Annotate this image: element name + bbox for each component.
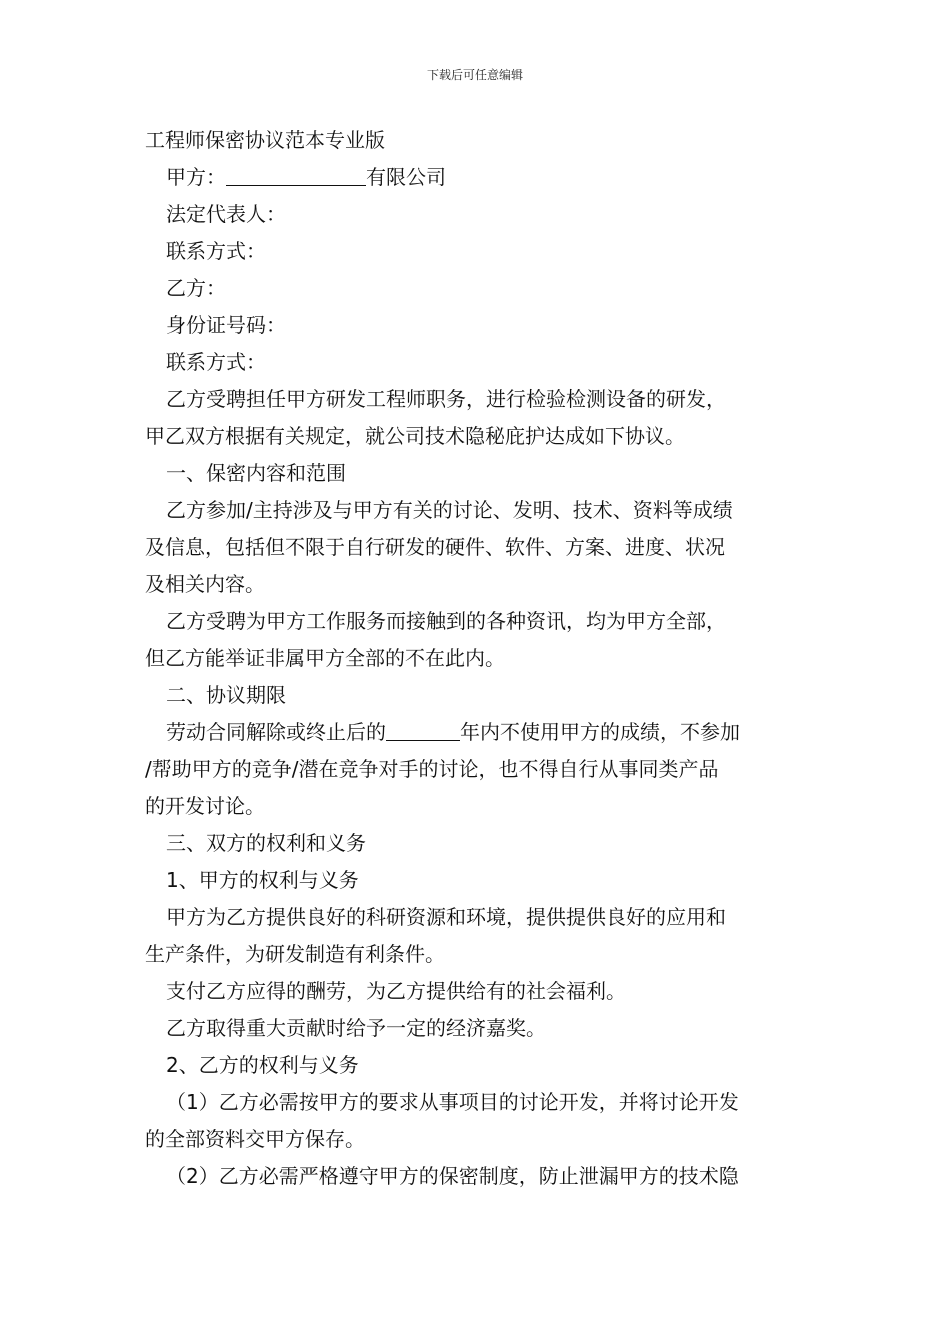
section-3-sub-1-p1-line-2: 生产条件，为研发制造有利条件。: [145, 942, 445, 966]
section-3-heading: 三、双方的权利和义务: [166, 831, 366, 855]
section-3-sub-1-p2: 支付乙方应得的酬劳，为乙方提供给有的社会福利。: [166, 979, 626, 1003]
intro-line-1: 乙方受聘担任甲方研发工程师职务，进行检验检测设备的研发，: [166, 387, 726, 411]
party-a-line: [145, 159, 810, 196]
years-blank: [386, 720, 460, 741]
section-2-p1-prefix: 劳动合同解除或终止后的: [166, 720, 386, 744]
page-header-note: 下载后可任意编辑: [426, 68, 523, 82]
section-2-p1-suffix: 年内不使用甲方的成绩，不参加: [460, 720, 740, 744]
section-1-p1-line-3: 及相关内容。: [145, 572, 265, 596]
section-2-heading: 二、协议期限: [166, 683, 286, 707]
section-2-p1-line-3: 的开发讨论。: [145, 794, 265, 818]
section-3-sub-2-heading: 2、乙方的权利与义务: [166, 1053, 359, 1077]
legal-rep-line: 法定代表人：: [166, 202, 286, 226]
party-a-label: 甲方：: [166, 165, 226, 189]
section-2-p1-line-2: /帮助甲方的竞争/潜在竞争对手的讨论，也不得自行从事同类产品: [145, 757, 719, 781]
party-b-line: 乙方：: [166, 276, 226, 300]
section-1-p1-line-2: 及信息，包括但不限于自行研发的硬件、软件、方案、进度、状况: [145, 535, 725, 559]
contact-a-line: 联系方式：: [166, 239, 266, 263]
document-body: [145, 122, 810, 1195]
section-3-sub-2-item-2-line-1: （2）乙方必需严格遵守甲方的保密制度，防止泄漏甲方的技术隐: [166, 1164, 739, 1188]
section-3-sub-2-item-1-line-2: 的全部资料交甲方保存。: [145, 1127, 365, 1151]
section-1-heading: 一、保密内容和范围: [166, 461, 346, 485]
section-3-sub-2-item-1-line-1: （1）乙方必需按甲方的要求从事项目的讨论开发，并将讨论开发: [166, 1090, 739, 1114]
section-1-p2-line-2: 但乙方能举证非属甲方全部的不在此内。: [145, 646, 505, 670]
party-a-blank: [226, 165, 366, 186]
section-3-sub-1-p1-line-1: 甲方为乙方提供良好的科研资源和环境，提供提供良好的应用和: [166, 905, 726, 929]
intro-line-2: 甲乙双方根据有关规定，就公司技术隐秘庇护达成如下协议。: [145, 424, 685, 448]
section-3-sub-1-p3: 乙方取得重大贡献时给予一定的经济嘉奖。: [166, 1016, 546, 1040]
section-1-p1-line-1: 乙方参加/主持涉及与甲方有关的讨论、发明、技术、资料等成绩: [166, 498, 733, 522]
contact-b-line: 联系方式：: [166, 350, 266, 374]
section-2-p1-line-1: [145, 714, 810, 751]
section-3-sub-1-heading: 1、甲方的权利与义务: [166, 868, 359, 892]
party-a-suffix: 有限公司: [366, 165, 446, 189]
id-number-line: 身份证号码：: [166, 313, 286, 337]
section-1-p2-line-1: 乙方受聘为甲方工作服务而接触到的各种资讯，均为甲方全部，: [166, 609, 726, 633]
document-title: 工程师保密协议范本专业版: [145, 128, 385, 152]
